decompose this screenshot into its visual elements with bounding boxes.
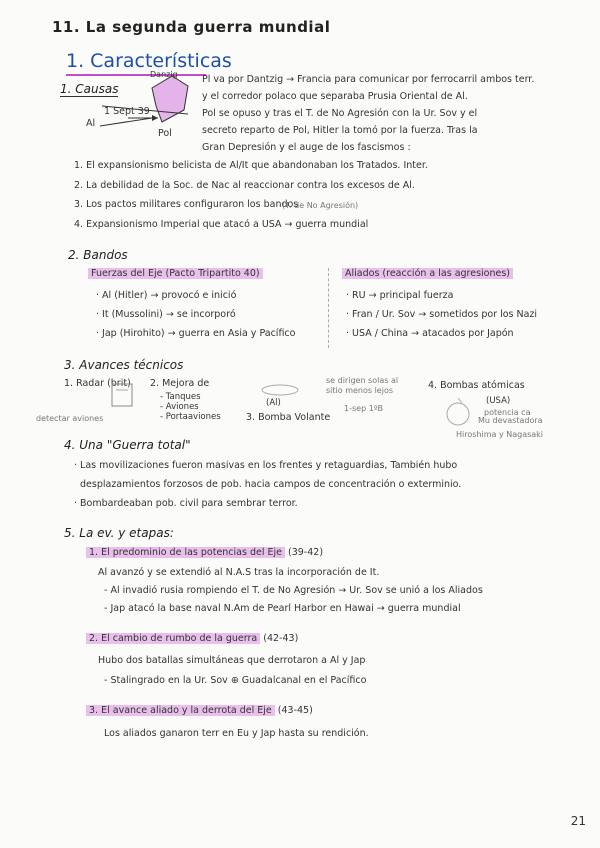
bandos-divider <box>328 268 330 348</box>
aliados-item-3: · USA / China → atacados por Japón <box>346 328 514 339</box>
atomicas-note-1: potencia ca <box>484 408 531 417</box>
mejora-item-3: - Portaaviones <box>160 412 221 422</box>
atomicas-note-2: Mu devastadora <box>478 416 543 425</box>
bomba-volante-drawing <box>258 380 308 400</box>
cause-3: 3. Los pactos militares configuraron los bandos <box>74 199 299 210</box>
eje-title <box>88 268 263 279</box>
bomba-date: 1-sep 1ºB <box>344 404 384 413</box>
causas-label: 1. Causas <box>60 82 119 96</box>
stage-2-years: (42-43) <box>263 633 299 644</box>
radar-drawing <box>110 380 136 410</box>
aliados-item-2: · Fran / Ur. Sov → sometidos por los Nazi <box>346 309 538 320</box>
heading-evolucion: 5. La ev. y etapas: <box>64 526 174 540</box>
stage-3-years: (43-45) <box>277 705 313 716</box>
stage-1-title-text: 1. El predominio de las potencias del Eje <box>86 547 285 558</box>
causas-para-4: Gran Depresión y el auge de los fascismos : <box>202 142 411 153</box>
stage-1-title <box>86 547 323 558</box>
map-al: Al <box>86 118 96 129</box>
map-pol: Pol <box>158 128 172 139</box>
stage-3-title <box>86 705 313 716</box>
cause-4: 4. Expansionismo Imperial que atacó a USA → guerra mundial <box>74 219 369 230</box>
cause-3-note: (T. de No Agresión) <box>282 201 359 210</box>
atomicas-usa: (USA) <box>486 396 511 406</box>
heading-bandos: 2. Bandos <box>68 248 128 262</box>
eje-title-text: Fuerzas del Eje (Pacto Tripartito 40) <box>88 268 263 279</box>
aliados-title-text: Aliados (reacción a las agresiones) <box>342 268 513 279</box>
stage-1-line-2: - Al invadió rusia rompiendo el T. de No Agresión → Ur. Sov se unió a los Aliados <box>104 585 483 596</box>
causas-para-2: Pol se opuso y tras el T. de No Agresión con la Ur. Sov y el <box>202 108 478 119</box>
radar-note: detectar aviones <box>36 414 104 423</box>
stage-1-line-1: Al avanzó y se extendió al N.A.S tras la incorporación de It. <box>98 567 380 578</box>
stage-3-title-text: 3. El avance aliado y la derrota del Eje <box>86 705 275 716</box>
heading-guerra-total: 4. Una "Guerra total" <box>64 438 191 452</box>
stage-2-title-text: 2. El cambio de rumbo de la guerra <box>86 633 260 644</box>
page-number: 21 <box>570 814 586 828</box>
mejora-label: 2. Mejora de <box>150 378 210 389</box>
causas-para-0: Pl va por Dantzig → Francia para comunicar por ferrocarril ambos terr. <box>202 74 535 85</box>
bomba-al: (Al) <box>266 398 281 408</box>
causas-para-3: secreto reparto de Pol, Hitler la tomó por la fuerza. Tras la <box>202 125 478 136</box>
causas-para-1: y el corredor polaco que separaba Prusia Oriental de Al. <box>202 91 468 102</box>
stage-3-line-1: Los aliados ganaron terr en Eu y Jap hasta su rendición. <box>104 728 369 739</box>
eje-item-3: · Jap (Hirohito) → guerra en Asia y Pacífico <box>96 328 296 339</box>
cause-2: 2. La debilidad de la Soc. de Nac al reaccionar contra los excesos de Al. <box>74 180 415 191</box>
bomba-note-1: se dirigen solas al <box>326 376 399 385</box>
mejora-item-2: - Aviones <box>160 402 199 412</box>
guerra-total-2: desplazamientos forzosos de pob. hacia campos de concentración o exterminio. <box>80 479 462 490</box>
atomicas-label: 4. Bombas atómicas <box>428 380 525 391</box>
stage-2-line-1: Hubo dos batallas simultáneas que derrotaron a Al y Jap <box>98 655 366 666</box>
map-sketch <box>88 66 198 141</box>
radar-label: 1. Radar (brit) <box>64 378 131 389</box>
bomba-volante-label: 3. Bomba Volante <box>246 412 331 423</box>
stage-1-years: (39-42) <box>288 547 324 558</box>
stage-2-line-2: - Stalingrado en la Ur. Sov ⊕ Guadalcanal en el Pacífico <box>104 675 367 686</box>
heading-avances: 3. Avances técnicos <box>64 358 184 372</box>
stage-1-line-3: - Jap atacó la base naval N.Am de Pearl Harbor en Hawai → guerra mundial <box>104 603 461 614</box>
page-title: 11. La segunda guerra mundial <box>52 18 331 36</box>
eje-item-2: · It (Mussolini) → se incorporó <box>96 309 236 320</box>
map-danzig: Danzig <box>150 70 178 79</box>
heading-caracteristicas: 1. Características <box>66 50 232 72</box>
guerra-total-3: · Bombardeaban pob. civil para sembrar terror. <box>74 498 298 509</box>
guerra-total-1: · Las movilizaciones fueron masivas en los frentes y retaguardias, También hubo <box>74 460 458 471</box>
eje-item-1: · Al (Hitler) → provocó e inició <box>96 290 237 301</box>
aliados-title <box>342 268 513 279</box>
stage-2-title <box>86 633 298 644</box>
cause-1: 1. El expansionismo belicista de Al/It que abandonaban los Tratados. Inter. <box>74 160 428 171</box>
bomba-note-2: sitio menos lejos <box>326 386 394 395</box>
atomicas-cities: Hiroshima y Nagasaki <box>456 430 544 439</box>
aliados-item-1: · RU → principal fuerza <box>346 290 454 301</box>
map-date: 1 Sept 39 <box>104 106 150 117</box>
mejora-item-1: - Tanques <box>160 392 201 402</box>
atomic-drawing <box>440 396 476 428</box>
